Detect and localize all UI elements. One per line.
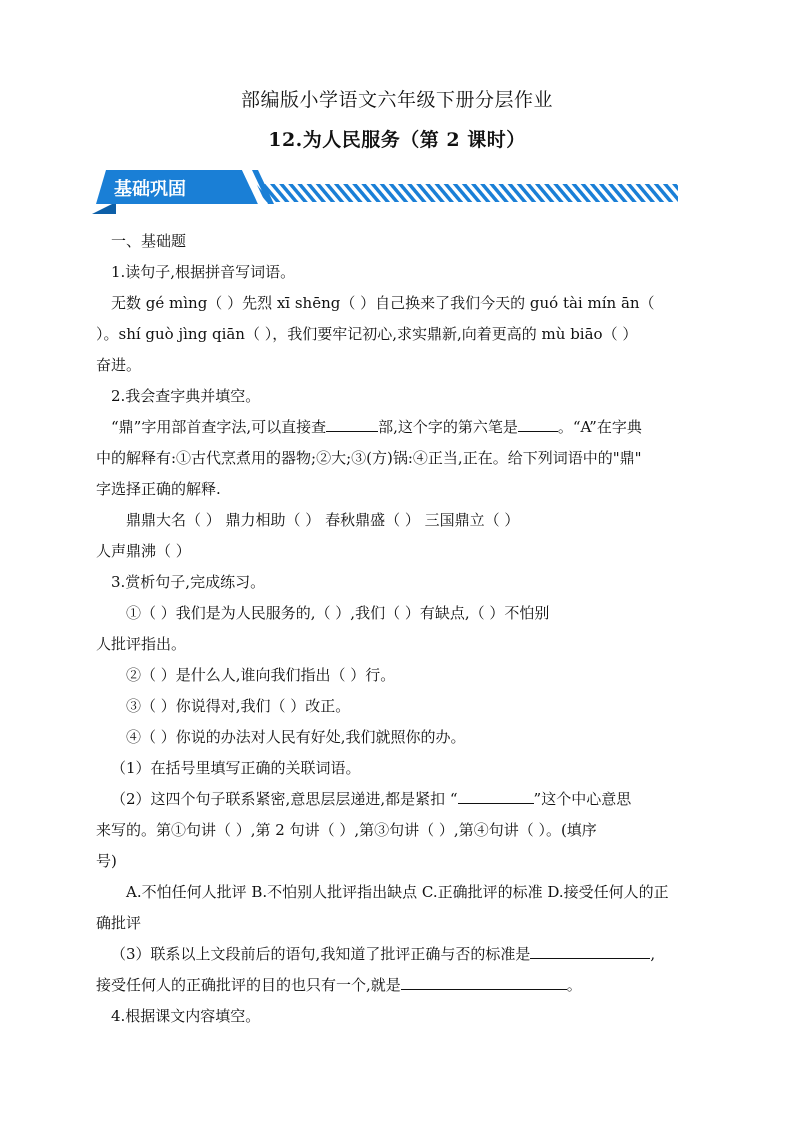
banner-label: 基础巩固 xyxy=(114,179,186,200)
blank-line[interactable] xyxy=(530,942,650,959)
q2-title: 2.我会查字典并填空。 xyxy=(111,387,261,405)
q3-options: 确批评 xyxy=(96,914,142,932)
blank-line[interactable] xyxy=(518,415,558,432)
blank-line[interactable] xyxy=(458,787,534,804)
q3-options: A.不怕任何人批评 B.不怕别人批评指出缺点 C.正确批评的标准 D.接受任何人的正 xyxy=(126,883,669,901)
q3-sentence: 人批评指出。 xyxy=(96,635,187,653)
section-heading: 一、基础题 xyxy=(111,232,187,250)
q2-paragraph: “鼎”字用部首查字法,可以直接查 部,这个字的第六笔是 。“A”在字典 xyxy=(96,412,700,443)
q2-words: 人声鼎沸（ ） xyxy=(96,542,191,560)
q3-sentence: ②（ ）是什么人,谁向我们指出（ ）行。 xyxy=(126,666,396,684)
section-banner xyxy=(92,168,682,214)
q3-title: 3.赏析句子,完成练习。 xyxy=(111,573,266,591)
q2-words: 鼎鼎大名（ ） 鼎力相助（ ） 春秋鼎盛（ ） 三国鼎立（ ） xyxy=(126,511,520,529)
q3-sub-question: （2）这四个句子联系紧密,意思层层递进,都是紧扣 “ ”这个中心意思 xyxy=(96,784,700,815)
q2-paragraph: 中的解释有:①古代烹煮用的器物;②大;③(方)锅:④正当,正在。给下列词语中的"鼎" xyxy=(96,449,642,467)
q2-paragraph: 字选择正确的解释. xyxy=(96,480,221,498)
q3-sentence: ④（ ）你说的办法对人民有好处,我们就照你的办。 xyxy=(126,728,466,746)
q3-sub-question: 接受任何人的正确批评的目的也只有一个,就是 。 xyxy=(96,970,700,1001)
q3-sub-question: （1）在括号里填写正确的关联词语。 xyxy=(111,759,361,777)
q3-sub-question: 来写的。第①句讲（ ）,第 2 句讲（ ）,第③句讲（ ）,第④句讲（ ）。(填序 xyxy=(96,821,597,839)
q3-sub-question: 号) xyxy=(96,852,117,870)
q3-sentence: ③（ ）你说得对,我们（ ）改正。 xyxy=(126,697,351,715)
q1-line: ）。shí guò jìng qiān（ ），我们要牢记初心,求实鼎新,向着更高的 mù biāo（ ） xyxy=(96,325,638,343)
q1-line: 奋进。 xyxy=(96,356,142,374)
blank-line[interactable] xyxy=(326,415,378,432)
q3-sub-question: （3）联系以上文段前后的语句,我知道了批评正确与否的标准是 , xyxy=(96,939,700,970)
q1-line: 无数 gé mìng（ ）先烈 xī shēng（ ）自己换来了我们今天的 guó tài mín ān（ xyxy=(111,294,655,312)
q3-sentence: ①（ ）我们是为人民服务的,（ ）,我们（ ）有缺点,（ ）不怕别 xyxy=(126,604,550,622)
series-title: 部编版小学语文六年级下册分层作业 xyxy=(240,89,553,111)
q4-title: 4.根据课文内容填空。 xyxy=(111,1007,261,1025)
blank-line[interactable] xyxy=(401,973,567,990)
worksheet-body xyxy=(96,226,700,1032)
q1-title: 1.读句子,根据拼音写词语。 xyxy=(111,263,296,281)
lesson-title: 12.为人民服务（第 2 课时） xyxy=(268,129,526,151)
